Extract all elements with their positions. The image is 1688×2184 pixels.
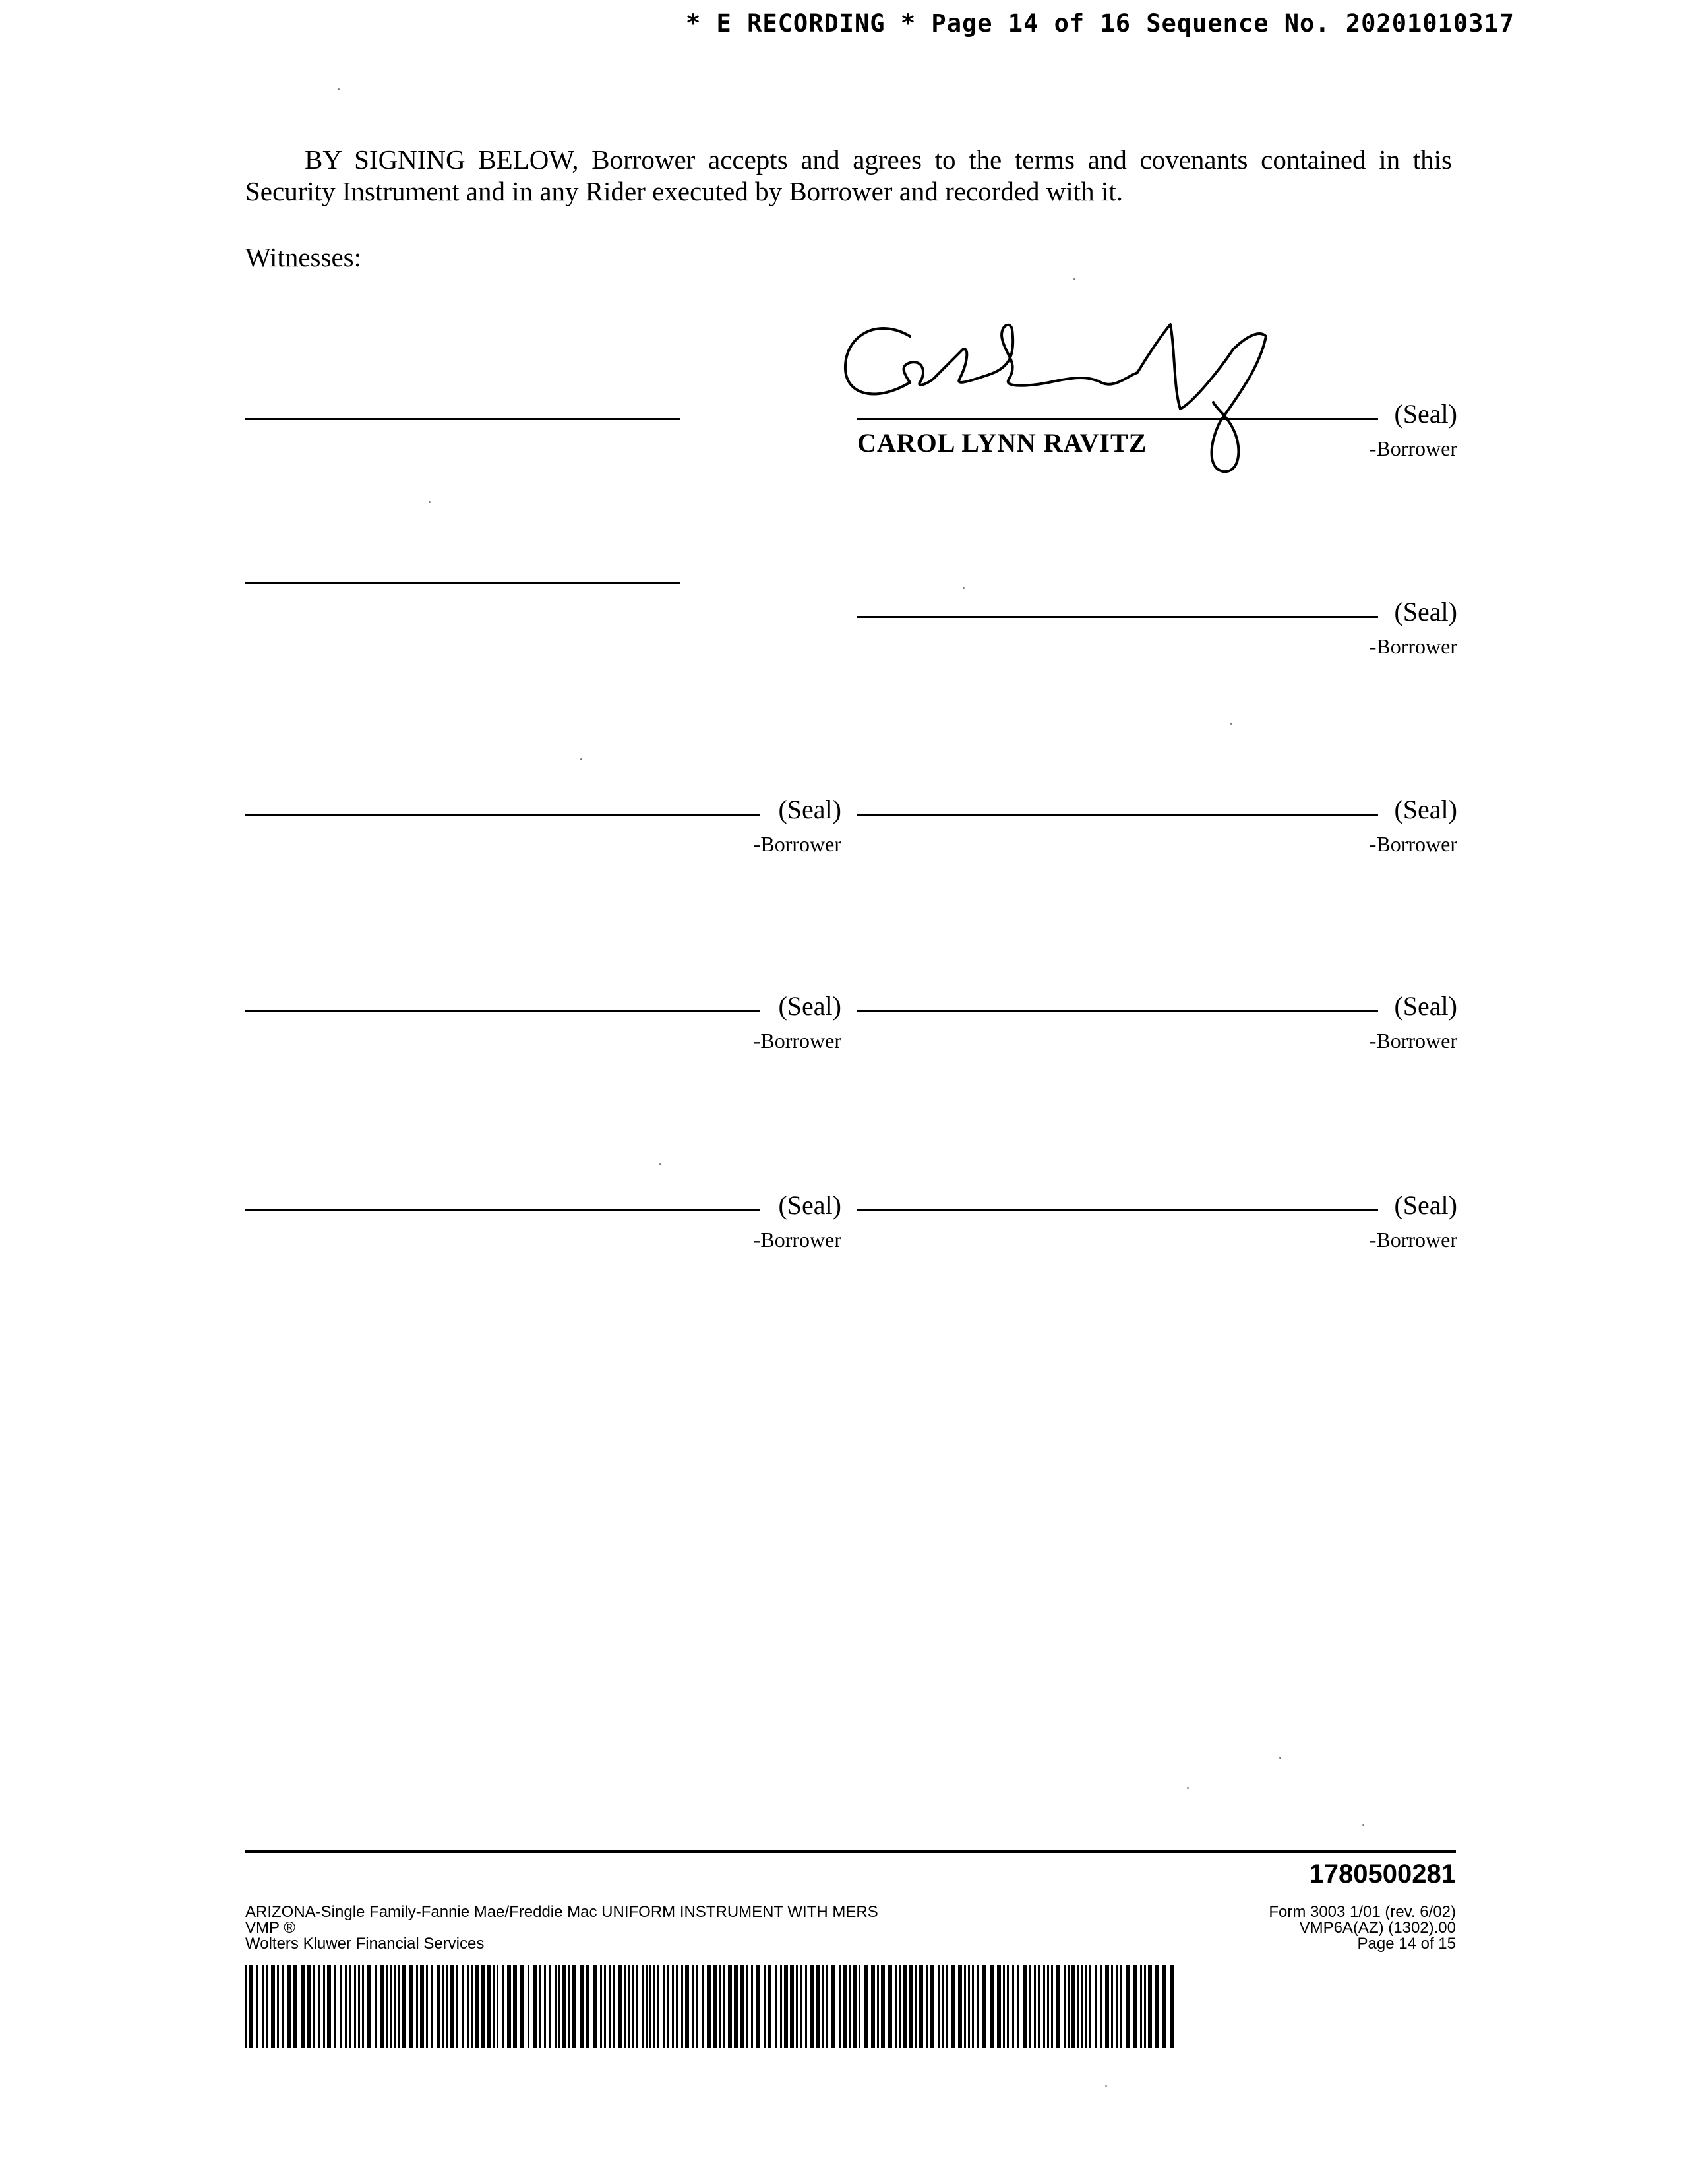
- footer-rule: [245, 1850, 1456, 1853]
- borrower-label: -Borrower: [1369, 832, 1457, 856]
- seal-label: (Seal): [778, 1190, 841, 1220]
- footer-form-description: [245, 1904, 878, 1952]
- signer-name: CAROL LYNN RAVITZ: [857, 428, 1147, 458]
- borrower-signature-line-6: [857, 1010, 1378, 1012]
- borrower-signature-line-2: [857, 616, 1378, 618]
- footer-form-number: [1126, 1904, 1456, 1952]
- borrower-signature-line-8: [857, 1209, 1378, 1211]
- borrower-label: -Borrower: [1369, 437, 1457, 460]
- scan-speck: [1362, 1824, 1364, 1826]
- loan-number: 1780500281: [1309, 1860, 1456, 1889]
- borrower-signature-line-3: [245, 814, 760, 816]
- witness-line-1: [245, 418, 680, 420]
- scan-speck: [429, 501, 431, 503]
- scan-speck: [1230, 723, 1232, 725]
- witness-line-2: [245, 582, 680, 584]
- footer-left-line-1: ARIZONA-Single Family-Fannie Mae/Freddie Mac UNIFORM INSTRUMENT WITH MERS: [245, 1903, 878, 1921]
- witnesses-label: Witnesses:: [245, 242, 361, 272]
- seal-label: (Seal): [1394, 399, 1457, 429]
- seal-label: (Seal): [778, 991, 841, 1021]
- scan-speck: [1187, 1787, 1189, 1789]
- footer-right-line-1: Form 3003 1/01 (rev. 6/02): [1269, 1903, 1456, 1921]
- barcode: [245, 1965, 1182, 2048]
- seal-label: (Seal): [1394, 1190, 1457, 1220]
- borrower-signature-line-5: [245, 1010, 760, 1012]
- borrower-signature-line-4: [857, 814, 1378, 816]
- recording-header: * E RECORDING * Page 14 of 16 Sequence No. 20201010317: [686, 9, 1515, 38]
- seal-label: (Seal): [1394, 991, 1457, 1021]
- borrower-label: -Borrower: [753, 832, 841, 856]
- footer-right-line-3: Page 14 of 15: [1357, 1935, 1456, 1953]
- scan-speck: [1279, 1757, 1281, 1759]
- seal-label: (Seal): [1394, 597, 1457, 626]
- footer-left-line-2: VMP ®: [245, 1919, 295, 1937]
- scan-speck: [1073, 278, 1075, 280]
- borrower-label: -Borrower: [1369, 634, 1457, 658]
- borrower-signature-line-7: [245, 1209, 760, 1211]
- borrower-label: -Borrower: [1369, 1029, 1457, 1052]
- borrower-label: -Borrower: [753, 1228, 841, 1252]
- scan-speck: [580, 758, 582, 760]
- scan-speck: [659, 1163, 661, 1165]
- scan-speck: [338, 88, 340, 90]
- signing-paragraph: BY SIGNING BELOW, Borrower accepts and agrees to the terms and covenants contained in this Security Instrument and in any Rider executed by Borrower and recorded with it.: [245, 144, 1452, 206]
- borrower-label: -Borrower: [1369, 1228, 1457, 1252]
- footer-left-line-3: Wolters Kluwer Financial Services: [245, 1935, 485, 1953]
- scan-speck: [963, 587, 965, 589]
- seal-label: (Seal): [1394, 795, 1457, 824]
- borrower-signature-line-1: [857, 418, 1378, 420]
- seal-label: (Seal): [778, 795, 841, 824]
- footer-right-line-2: VMP6A(AZ) (1302).00: [1299, 1919, 1456, 1937]
- borrower-label: -Borrower: [753, 1029, 841, 1052]
- scan-speck: [1105, 2085, 1107, 2087]
